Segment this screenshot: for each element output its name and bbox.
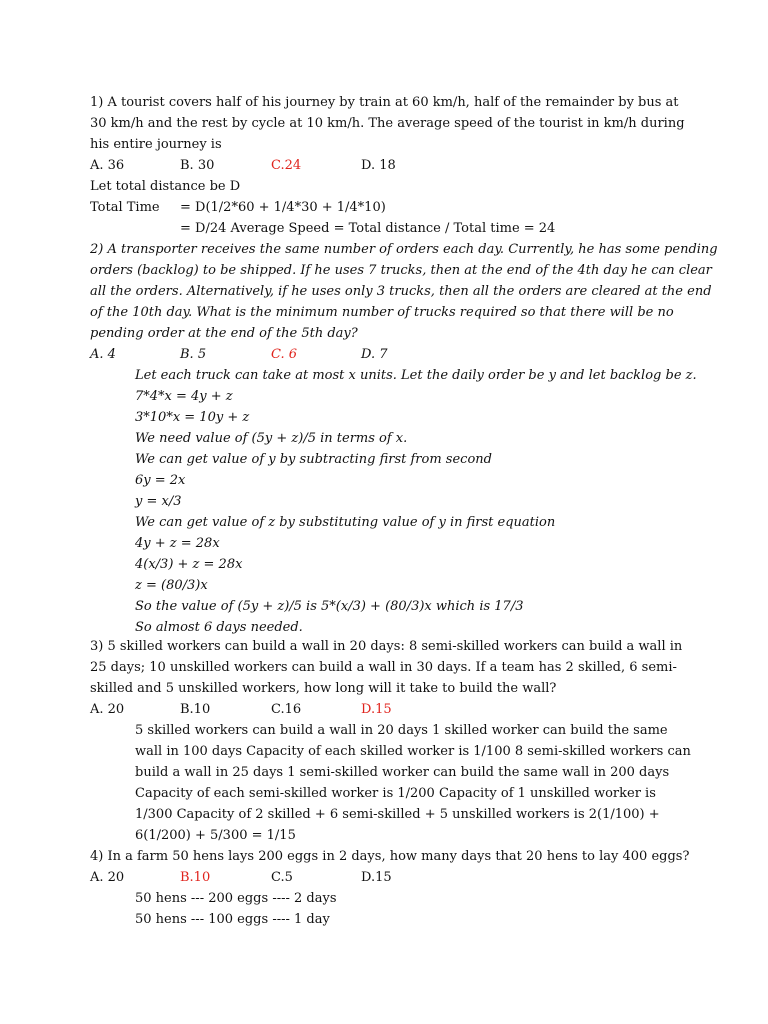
q2-option-b: B. 5 [180, 347, 207, 362]
q1-line-3: his entire journey is [90, 137, 222, 152]
q2-line-4: of the 10th day. What is the minimum number of trucks required so that there will be no [90, 305, 674, 320]
q3-solution-line-3: build a wall in 25 days 1 semi-skilled worker can build the same wall in 200 days [135, 765, 670, 780]
q1-solution-let: Let total distance be D [90, 179, 241, 194]
q1-total-time-eq1: = D(1/2*60 + 1/4*30 + 1/4*10) [180, 200, 386, 215]
q2-solution-line-9: 4y + z = 28x [135, 536, 220, 551]
q3-option-d-answer: D.15 [361, 702, 392, 717]
q1-line-1: 1) A tourist covers half of his journey by train at 60 km/h, half of the remainder by bus at [90, 95, 679, 110]
q3-option-a: A. 20 [90, 702, 125, 717]
q3-line-1: 3) 5 skilled workers can build a wall in 20 days: 8 semi-skilled workers can build a wall in [90, 639, 683, 654]
q4-line-1: 4) In a farm 50 hens lays 200 eggs in 2 days, how many days that 20 hens to lay 400 eggs? [90, 849, 690, 864]
q4-option-a: A. 20 [90, 870, 125, 885]
q2-option-d: D. 7 [361, 347, 388, 362]
q2-solution-line-6: 6y = 2x [135, 473, 186, 488]
q4-solution-line-1: 50 hens --- 200 eggs ---- 2 days [135, 891, 337, 906]
q2-solution-line-3: 3*10*x = 10y + z [135, 410, 250, 425]
q3-solution-line-4: Capacity of each semi-skilled worker is 1/200 Capacity of 1 unskilled worker is [135, 786, 656, 801]
q2-line-1: 2) A transporter receives the same number of orders each day. Currently, he has some pending [90, 242, 718, 257]
q2-solution-line-7: y = x/3 [135, 494, 182, 509]
q4-solution-line-2: 50 hens --- 100 eggs ---- 1 day [135, 912, 330, 927]
q4-option-d: D.15 [361, 870, 392, 885]
q3-solution-line-5: 1/300 Capacity of 2 skilled + 6 semi-skilled + 5 unskilled workers is 2(1/100) + [135, 807, 660, 822]
q3-line-3: skilled and 5 unskilled workers, how long will it take to build the wall? [90, 681, 557, 696]
q1-option-a: A. 36 [90, 158, 125, 173]
q2-solution-line-1: Let each truck can take at most x units. Let the daily order be y and let backlog be z. [135, 368, 697, 383]
q2-solution-line-10: 4(x/3) + z = 28x [135, 557, 243, 572]
q2-solution-line-4: We need value of (5y + z)/5 in terms of x. [135, 431, 408, 446]
q1-total-time-eq2: = D/24 Average Speed = Total distance / Total time = 24 [180, 221, 556, 236]
q1-line-2: 30 km/h and the rest by cycle at 10 km/h. The average speed of the tourist in km/h during [90, 116, 685, 131]
q1-option-b: B. 30 [180, 158, 215, 173]
q2-solution-line-8: We can get value of z by substituting value of y in first equation [135, 515, 556, 530]
q1-option-c-answer: C.24 [271, 158, 302, 173]
q2-solution-line-12: So the value of (5y + z)/5 is 5*(x/3) + (80/3)x which is 17/3 [135, 599, 524, 614]
q4-option-b-answer: B.10 [180, 870, 211, 885]
q2-solution-line-13: So almost 6 days needed. [135, 620, 303, 635]
q2-solution-line-2: 7*4*x = 4y + z [135, 389, 233, 404]
q3-solution-line-6: 6(1/200) + 5/300 = 1/15 [135, 828, 296, 843]
q2-solution-line-5: We can get value of y by subtracting first from second [135, 452, 492, 467]
q1-option-d: D. 18 [361, 158, 396, 173]
q2-option-a: A. 4 [90, 347, 116, 362]
q2-line-2: orders (backlog) to be shipped. If he uses 7 trucks, then at the end of the 4th day he can clear [90, 263, 712, 278]
q2-line-3: all the orders. Alternatively, if he uses only 3 trucks, then all the orders are cleared at the end [90, 284, 712, 299]
q3-solution-line-1: 5 skilled workers can build a wall in 20 days 1 skilled worker can build the same [135, 723, 668, 738]
q2-line-5: pending order at the end of the 5th day? [90, 326, 358, 341]
q2-option-c-answer: C. 6 [271, 347, 298, 362]
q3-line-2: 25 days; 10 unskilled workers can build a wall in 30 days. If a team has 2 skilled, 6 semi- [90, 660, 677, 675]
q3-option-b: B.10 [180, 702, 211, 717]
q2-solution-line-11: z = (80/3)x [135, 578, 208, 593]
q1-total-time-row [0, 197, 768, 218]
q3-option-c: C.16 [271, 702, 302, 717]
q3-solution-line-2: wall in 100 days Capacity of each skilled worker is 1/100 8 semi-skilled workers can [135, 744, 691, 759]
q4-option-c: C.5 [271, 870, 293, 885]
q1-total-time-label: Total Time [90, 200, 160, 215]
